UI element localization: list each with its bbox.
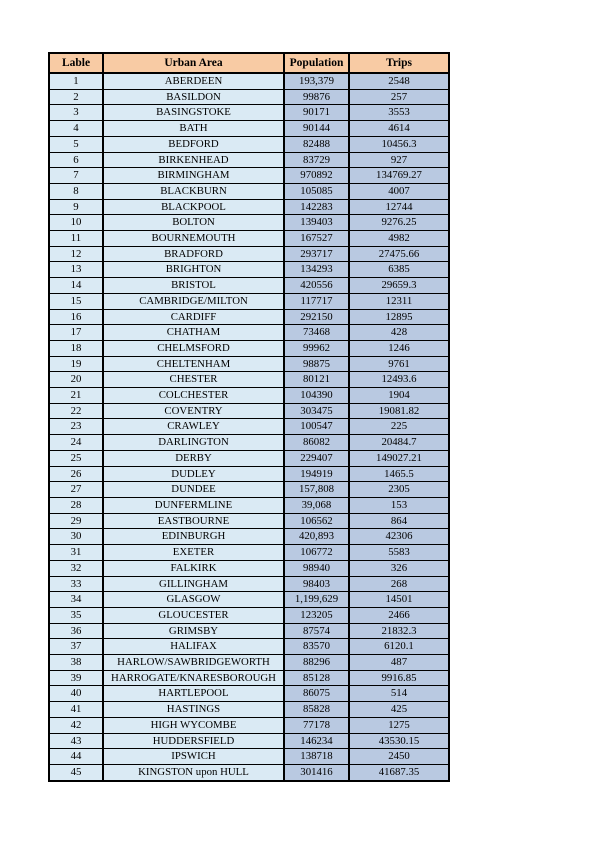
urban-area-cell: HIGH WYCOMBE <box>103 717 284 733</box>
header-row <box>49 53 449 73</box>
population-cell: 90144 <box>284 121 349 137</box>
trips-cell: 12895 <box>349 309 449 325</box>
label-cell: 9 <box>49 199 103 215</box>
trips-cell: 425 <box>349 702 449 718</box>
table-row <box>49 340 449 356</box>
urban-area-cell: BATH <box>103 121 284 137</box>
population-cell: 293717 <box>284 246 349 262</box>
trips-cell: 257 <box>349 89 449 105</box>
population-cell: 98940 <box>284 560 349 576</box>
label-cell: 36 <box>49 623 103 639</box>
label-cell: 8 <box>49 183 103 199</box>
label-cell: 1 <box>49 73 103 89</box>
table-row <box>49 655 449 671</box>
urban-area-cell: BIRKENHEAD <box>103 152 284 168</box>
label-cell: 18 <box>49 340 103 356</box>
table-row <box>49 231 449 247</box>
urban-area-cell: CHATHAM <box>103 325 284 341</box>
table-row <box>49 592 449 608</box>
population-cell: 1,199,629 <box>284 592 349 608</box>
urban-area-cell: DARLINGTON <box>103 435 284 451</box>
urban-area-cell: BASILDON <box>103 89 284 105</box>
urban-area-cell: BLACKPOOL <box>103 199 284 215</box>
label-cell: 12 <box>49 246 103 262</box>
trips-cell: 2450 <box>349 749 449 765</box>
urban-area-cell: FALKIRK <box>103 560 284 576</box>
urban-area-cell: ABERDEEN <box>103 73 284 89</box>
population-cell: 134293 <box>284 262 349 278</box>
label-cell: 41 <box>49 702 103 718</box>
table-row <box>49 325 449 341</box>
trips-cell: 21832.3 <box>349 623 449 639</box>
table-row <box>49 639 449 655</box>
population-cell: 83570 <box>284 639 349 655</box>
population-cell: 85128 <box>284 670 349 686</box>
urban-area-cell: BRISTOL <box>103 278 284 294</box>
urban-area-cell: DUNDEE <box>103 482 284 498</box>
population-cell: 99962 <box>284 340 349 356</box>
population-cell: 39,068 <box>284 497 349 513</box>
urban-area-cell: CHELMSFORD <box>103 340 284 356</box>
table-row <box>49 764 449 780</box>
population-cell: 194919 <box>284 466 349 482</box>
label-cell: 26 <box>49 466 103 482</box>
label-cell: 32 <box>49 560 103 576</box>
urban-area-cell: HALIFAX <box>103 639 284 655</box>
population-cell: 420556 <box>284 278 349 294</box>
urban-area-cell: HARTLEPOOL <box>103 686 284 702</box>
trips-cell: 9276.25 <box>349 215 449 231</box>
trips-cell: 225 <box>349 419 449 435</box>
label-cell: 45 <box>49 764 103 780</box>
trips-cell: 2305 <box>349 482 449 498</box>
trips-cell: 12744 <box>349 199 449 215</box>
trips-cell: 12493.6 <box>349 372 449 388</box>
urban-area-cell: HUDDERSFIELD <box>103 733 284 749</box>
table-row <box>49 733 449 749</box>
population-cell: 86075 <box>284 686 349 702</box>
urban-area-cell: GLASGOW <box>103 592 284 608</box>
population-cell: 86082 <box>284 435 349 451</box>
population-cell: 106772 <box>284 545 349 561</box>
table-row <box>49 278 449 294</box>
table-row <box>49 372 449 388</box>
population-cell: 80121 <box>284 372 349 388</box>
trips-cell: 927 <box>349 152 449 168</box>
label-cell: 17 <box>49 325 103 341</box>
population-cell: 301416 <box>284 764 349 780</box>
label-cell: 43 <box>49 733 103 749</box>
table-row <box>49 717 449 733</box>
urban-area-cell: EASTBOURNE <box>103 513 284 529</box>
label-cell: 5 <box>49 136 103 152</box>
population-cell: 83729 <box>284 152 349 168</box>
table-row <box>49 435 449 451</box>
population-cell: 105085 <box>284 183 349 199</box>
trips-cell: 3553 <box>349 105 449 121</box>
table-row <box>49 199 449 215</box>
trips-cell: 19081.82 <box>349 403 449 419</box>
label-cell: 27 <box>49 482 103 498</box>
table-row <box>49 105 449 121</box>
trips-cell: 42306 <box>349 529 449 545</box>
label-cell: 11 <box>49 231 103 247</box>
table-row <box>49 403 449 419</box>
population-cell: 90171 <box>284 105 349 121</box>
trips-cell: 10456.3 <box>349 136 449 152</box>
label-cell: 10 <box>49 215 103 231</box>
label-cell: 25 <box>49 450 103 466</box>
population-cell: 98403 <box>284 576 349 592</box>
table-row <box>49 497 449 513</box>
population-cell: 77178 <box>284 717 349 733</box>
label-cell: 37 <box>49 639 103 655</box>
column-header-urban-area: Urban Area <box>103 53 284 73</box>
urban-area-cell: DERBY <box>103 450 284 466</box>
label-cell: 29 <box>49 513 103 529</box>
trips-cell: 134769.27 <box>349 168 449 184</box>
label-cell: 6 <box>49 152 103 168</box>
label-cell: 21 <box>49 388 103 404</box>
urban-area-cell: GILLINGHAM <box>103 576 284 592</box>
table-row <box>49 168 449 184</box>
population-cell: 98875 <box>284 356 349 372</box>
population-cell: 146234 <box>284 733 349 749</box>
urban-area-cell: GRIMSBY <box>103 623 284 639</box>
table-row <box>49 513 449 529</box>
label-cell: 33 <box>49 576 103 592</box>
label-cell: 7 <box>49 168 103 184</box>
trips-cell: 864 <box>349 513 449 529</box>
population-cell: 138718 <box>284 749 349 765</box>
label-cell: 2 <box>49 89 103 105</box>
urban-area-cell: BEDFORD <box>103 136 284 152</box>
urban-area-cell: BRIGHTON <box>103 262 284 278</box>
urban-area-cell: BOLTON <box>103 215 284 231</box>
table-row <box>49 121 449 137</box>
trips-cell: 4614 <box>349 121 449 137</box>
table-row <box>49 183 449 199</box>
population-cell: 106562 <box>284 513 349 529</box>
trips-cell: 5583 <box>349 545 449 561</box>
urban-area-cell: BOURNEMOUTH <box>103 231 284 247</box>
trips-cell: 6120.1 <box>349 639 449 655</box>
label-cell: 16 <box>49 309 103 325</box>
label-cell: 15 <box>49 293 103 309</box>
urban-area-cell: CAMBRIDGE/MILTON <box>103 293 284 309</box>
table-row <box>49 262 449 278</box>
label-cell: 39 <box>49 670 103 686</box>
urban-area-cell: HARLOW/SAWBRIDGEWORTH <box>103 655 284 671</box>
urban-area-cell: CARDIFF <box>103 309 284 325</box>
trips-cell: 1465.5 <box>349 466 449 482</box>
label-cell: 38 <box>49 655 103 671</box>
trips-cell: 4007 <box>349 183 449 199</box>
population-cell: 157,808 <box>284 482 349 498</box>
population-cell: 303475 <box>284 403 349 419</box>
population-cell: 193,379 <box>284 73 349 89</box>
trips-cell: 12311 <box>349 293 449 309</box>
label-cell: 20 <box>49 372 103 388</box>
urban-area-cell: COLCHESTER <box>103 388 284 404</box>
trips-cell: 149027.21 <box>349 450 449 466</box>
trips-cell: 41687.35 <box>349 764 449 780</box>
population-cell: 82488 <box>284 136 349 152</box>
population-cell: 142283 <box>284 199 349 215</box>
column-header-lable: Lable <box>49 53 103 73</box>
trips-cell: 2548 <box>349 73 449 89</box>
table-row <box>49 215 449 231</box>
urban-area-cell: BASINGSTOKE <box>103 105 284 121</box>
trips-cell: 2466 <box>349 607 449 623</box>
population-cell: 73468 <box>284 325 349 341</box>
urban-area-cell: DUNFERMLINE <box>103 497 284 513</box>
table-row <box>49 686 449 702</box>
label-cell: 28 <box>49 497 103 513</box>
urban-area-cell: HASTINGS <box>103 702 284 718</box>
table-row <box>49 670 449 686</box>
population-cell: 104390 <box>284 388 349 404</box>
label-cell: 34 <box>49 592 103 608</box>
population-cell: 100547 <box>284 419 349 435</box>
label-cell: 40 <box>49 686 103 702</box>
urban-area-cell: KINGSTON upon HULL <box>103 764 284 780</box>
table-row <box>49 246 449 262</box>
table-row <box>49 73 449 89</box>
table-row <box>49 560 449 576</box>
table-row <box>49 89 449 105</box>
label-cell: 13 <box>49 262 103 278</box>
table-row <box>49 152 449 168</box>
trips-cell: 1246 <box>349 340 449 356</box>
population-cell: 85828 <box>284 702 349 718</box>
trips-cell: 43530.15 <box>349 733 449 749</box>
table-row <box>49 309 449 325</box>
urban-area-cell: BLACKBURN <box>103 183 284 199</box>
table-row <box>49 576 449 592</box>
trips-cell: 1904 <box>349 388 449 404</box>
population-cell: 420,893 <box>284 529 349 545</box>
column-header-population: Population <box>284 53 349 73</box>
trips-cell: 514 <box>349 686 449 702</box>
trips-cell: 428 <box>349 325 449 341</box>
urban-area-cell: BRADFORD <box>103 246 284 262</box>
population-cell: 123205 <box>284 607 349 623</box>
table-row <box>49 466 449 482</box>
label-cell: 44 <box>49 749 103 765</box>
table-row <box>49 749 449 765</box>
population-cell: 87574 <box>284 623 349 639</box>
table-row <box>49 702 449 718</box>
table-row <box>49 419 449 435</box>
label-cell: 30 <box>49 529 103 545</box>
label-cell: 4 <box>49 121 103 137</box>
urban-area-cell: IPSWICH <box>103 749 284 765</box>
population-cell: 139403 <box>284 215 349 231</box>
trips-cell: 326 <box>349 560 449 576</box>
trips-cell: 6385 <box>349 262 449 278</box>
column-header-trips: Trips <box>349 53 449 73</box>
trips-cell: 29659.3 <box>349 278 449 294</box>
urban-area-cell: DUDLEY <box>103 466 284 482</box>
trips-cell: 268 <box>349 576 449 592</box>
urban-area-cell: EXETER <box>103 545 284 561</box>
table-row <box>49 623 449 639</box>
trips-cell: 1275 <box>349 717 449 733</box>
label-cell: 42 <box>49 717 103 733</box>
urban-area-cell: CHESTER <box>103 372 284 388</box>
urban-area-cell: CHELTENHAM <box>103 356 284 372</box>
trips-cell: 487 <box>349 655 449 671</box>
table-row <box>49 545 449 561</box>
population-cell: 167527 <box>284 231 349 247</box>
label-cell: 35 <box>49 607 103 623</box>
urban-area-cell: CRAWLEY <box>103 419 284 435</box>
population-cell: 88296 <box>284 655 349 671</box>
population-cell: 970892 <box>284 168 349 184</box>
table-row <box>49 136 449 152</box>
table-row <box>49 356 449 372</box>
table-row <box>49 450 449 466</box>
table-row <box>49 529 449 545</box>
table-row <box>49 607 449 623</box>
label-cell: 22 <box>49 403 103 419</box>
urban-area-cell: GLOUCESTER <box>103 607 284 623</box>
trips-cell: 9916.85 <box>349 670 449 686</box>
urban-area-table <box>48 52 450 782</box>
label-cell: 14 <box>49 278 103 294</box>
table-row <box>49 388 449 404</box>
population-cell: 117717 <box>284 293 349 309</box>
label-cell: 19 <box>49 356 103 372</box>
table-row <box>49 293 449 309</box>
population-cell: 229407 <box>284 450 349 466</box>
urban-area-cell: EDINBURGH <box>103 529 284 545</box>
population-cell: 292150 <box>284 309 349 325</box>
trips-cell: 14501 <box>349 592 449 608</box>
urban-area-cell: HARROGATE/KNARESBOROUGH <box>103 670 284 686</box>
label-cell: 24 <box>49 435 103 451</box>
label-cell: 3 <box>49 105 103 121</box>
trips-cell: 20484.7 <box>349 435 449 451</box>
label-cell: 23 <box>49 419 103 435</box>
trips-cell: 27475.66 <box>349 246 449 262</box>
trips-cell: 153 <box>349 497 449 513</box>
label-cell: 31 <box>49 545 103 561</box>
trips-cell: 4982 <box>349 231 449 247</box>
trips-cell: 9761 <box>349 356 449 372</box>
table-row <box>49 482 449 498</box>
urban-area-cell: BIRMINGHAM <box>103 168 284 184</box>
population-cell: 99876 <box>284 89 349 105</box>
urban-area-cell: COVENTRY <box>103 403 284 419</box>
